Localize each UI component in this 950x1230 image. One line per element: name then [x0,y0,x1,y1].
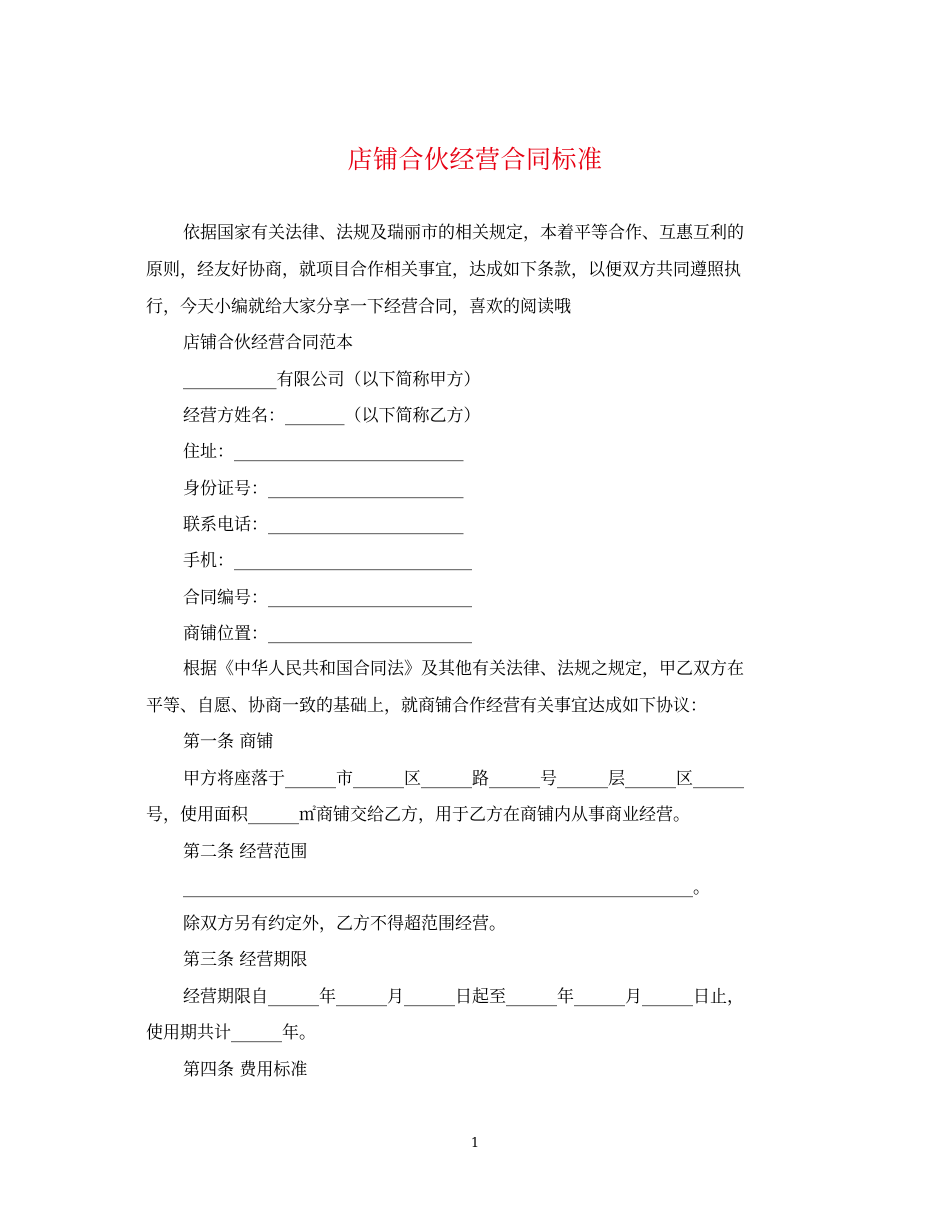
intro-line-3: 行，今天小编就给大家分享一下经营合同，喜欢的阅读哦 [146,297,571,317]
article-4-heading: 第四条 费用标准 [183,1060,308,1080]
article-3-line-2: 使用期共计______年。 [146,1023,316,1043]
article-2-restriction: 除双方另有约定外，乙方不得超范围经营。 [183,914,506,934]
shop-location-line: 商铺位置：________________________ [183,624,472,644]
article-2-heading: 第二条 经营范围 [183,842,308,862]
article-1-heading: 第一条 商铺 [183,732,274,752]
address-line: 住址：___________________________ [183,442,464,462]
article-3-heading: 第三条 经营期限 [183,950,308,970]
article-3-line-1: 经营期限自______年______月______日起至______年______月______日止， [183,987,744,1007]
party-b-name-line: 经营方姓名：_______（以下简称乙方） [183,406,481,426]
intro-line-1: 依据国家有关法律、法规及瑞丽市的相关规定，本着平等合作、互惠互利的 [183,223,744,243]
id-number-line: 身份证号：_______________________ [183,479,464,499]
intro-line-2: 原则，经友好协商，就项目合作相关事宜，达成如下条款，以便双方共同遵照执 [146,260,741,280]
page-number: 1 [470,1136,480,1151]
basis-line-2: 平等、自愿、协商一致的基础上，就商铺合作经营有关事宜达成如下协议： [146,696,707,716]
mobile-line: 手机：____________________________ [183,551,472,571]
phone-line: 联系电话：_______________________ [183,515,464,535]
article-1-line-1: 甲方将座落于______市______区______路______号______层______区______ [183,769,744,789]
contract-number-line: 合同编号：________________________ [183,588,472,608]
article-1-line-2: 号，使用面积______㎡商铺交给乙方，用于乙方在商铺内从事商业经营。 [146,805,690,825]
basis-line-1: 根据《中华人民共和国合同法》及其他有关法律、法规之规定，甲乙双方在 [183,659,744,679]
party-a-line: ___________有限公司（以下简称甲方） [183,370,481,390]
template-heading: 店铺合伙经营合同范本 [183,333,353,353]
article-2-scope-blank: ____________________________________________________________。 [183,878,710,898]
document-title: 店铺合伙经营合同标准 [347,145,603,174]
